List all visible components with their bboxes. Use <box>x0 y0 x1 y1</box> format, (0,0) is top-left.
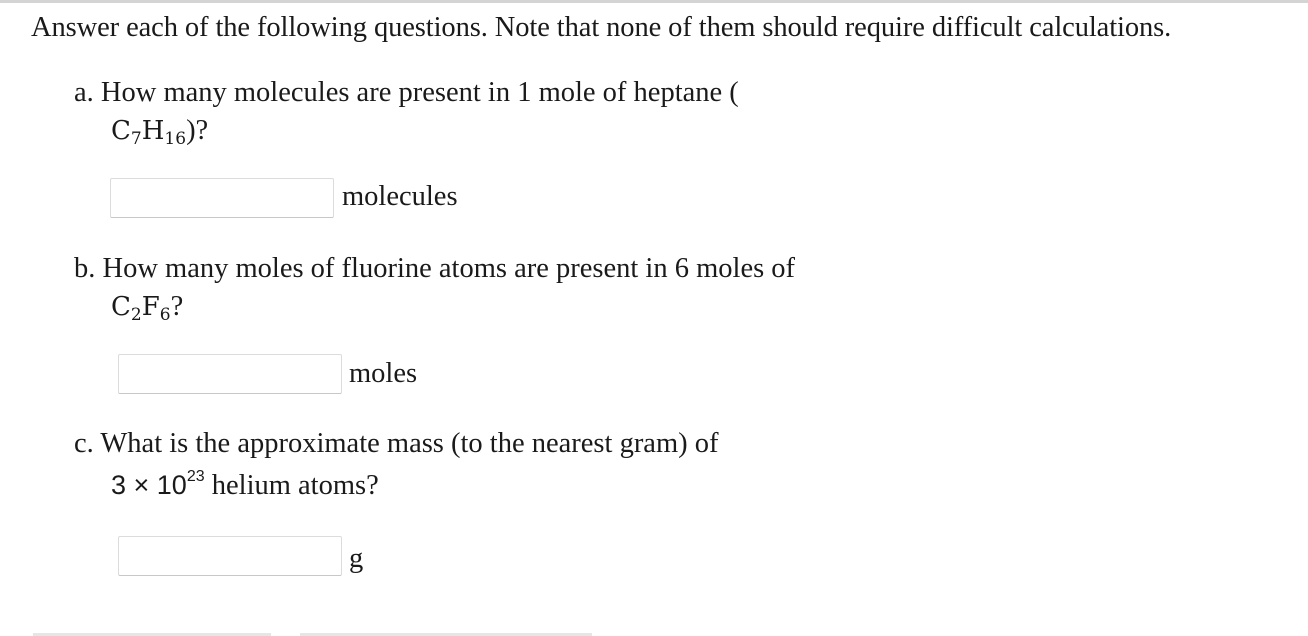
formula-subscript: 2 <box>130 305 142 325</box>
question-a-text: How many molecules are present in 1 mole of heptane ( <box>100 77 739 108</box>
c2f6-formula <box>111 291 183 323</box>
question-a-marker: a. <box>74 77 94 108</box>
heptane-formula <box>111 115 208 147</box>
formula-element: H <box>141 116 165 146</box>
question-c <box>74 428 719 460</box>
question-b-marker: b. <box>74 253 96 284</box>
sci-exponent: 23 <box>186 468 205 485</box>
formula-subscript: 6 <box>159 305 171 325</box>
question-b <box>74 253 795 285</box>
top-divider <box>0 0 1308 3</box>
formula-subscript: 16 <box>164 129 187 149</box>
formula-element: C <box>111 292 131 322</box>
formula-element: F <box>141 292 160 322</box>
formula-punctuation: ? <box>170 291 184 322</box>
answer-c-input[interactable] <box>118 536 342 576</box>
formula-element: C <box>111 116 131 146</box>
formula-subscript: 7 <box>130 129 142 149</box>
question-c-text: What is the approximate mass (to the nearest gram) of <box>100 428 719 459</box>
question-b-text: How many moles of fluorine atoms are present in 6 moles of <box>102 253 796 284</box>
answer-a-input[interactable] <box>110 178 334 218</box>
answer-c-unit: g <box>349 543 364 574</box>
scientific-quantity <box>111 470 379 502</box>
sci-coefficient: 3 × 10 <box>111 470 187 500</box>
formula-punctuation: )? <box>186 115 209 146</box>
instructions-text: Answer each of the following questions. Note that none of them should require difficult calculations. <box>31 12 1172 43</box>
question-a <box>74 77 739 109</box>
answer-b-input[interactable] <box>118 354 342 394</box>
answer-a-unit: molecules <box>342 181 458 212</box>
question-c-marker: c. <box>74 428 94 459</box>
sci-rest-text: helium atoms? <box>204 470 379 501</box>
answer-b-unit: moles <box>349 358 418 389</box>
